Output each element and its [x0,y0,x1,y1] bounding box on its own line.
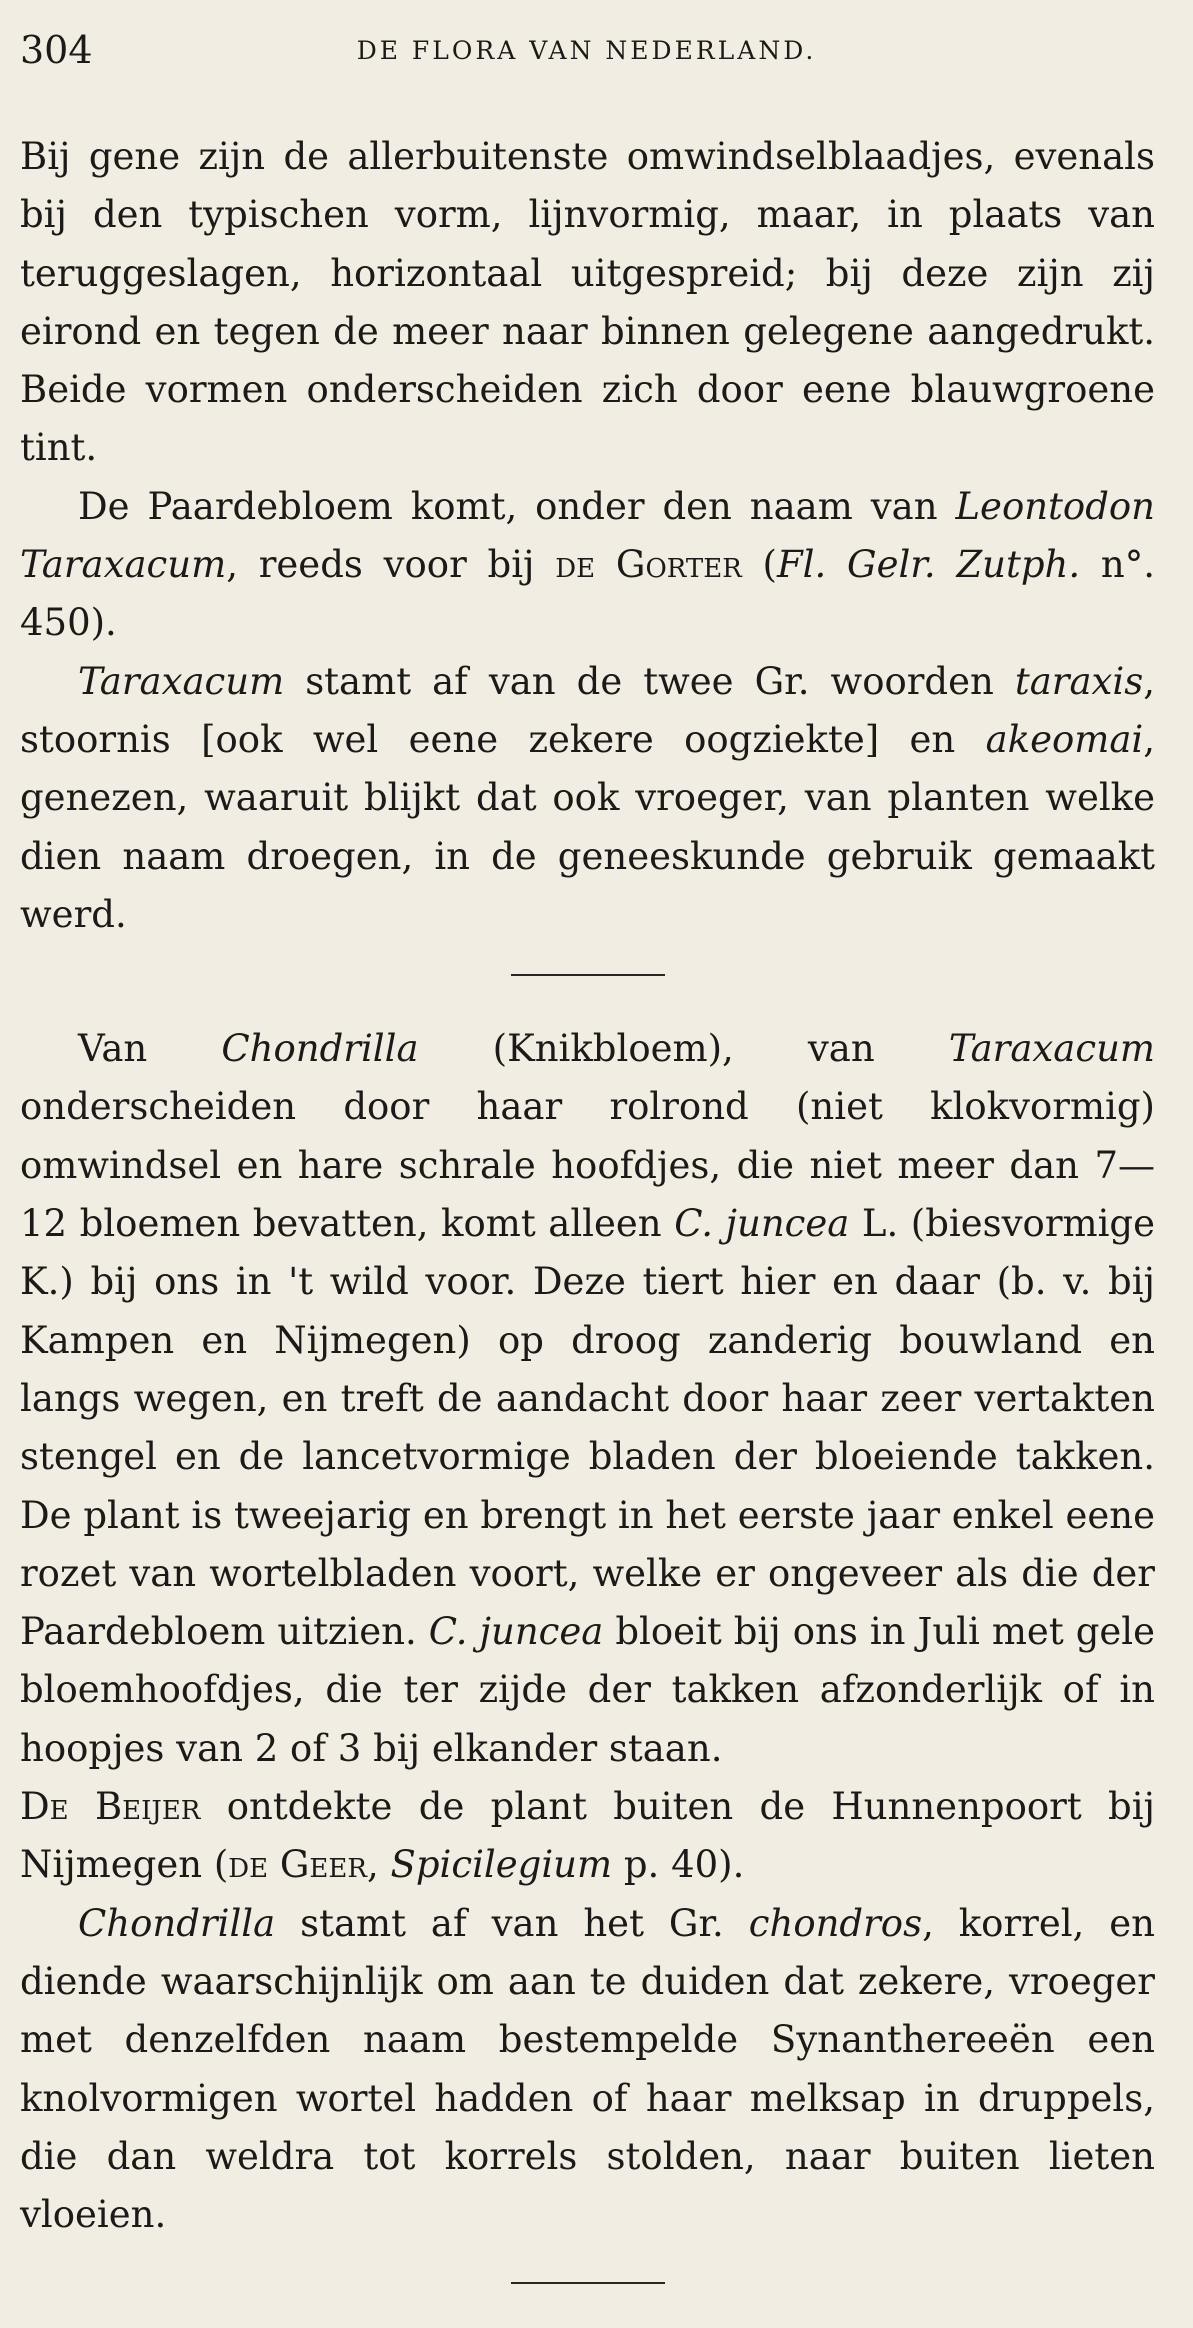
italic-term: taraxis [1014,659,1144,703]
text-run: , reeds voor bij [226,543,556,587]
text-run: bloeit bij ons in Juli met gele bloemhoofdjes, die ter zijde der takken afzonderlijk of in hoopjes van 2 of 3 bij elkander staan. [20,1610,1156,1770]
body-text [20,128,1155,2328]
italic-term: chondros [748,1901,923,1945]
paragraph-gorter [20,478,1155,653]
text-run: , [366,1843,391,1887]
paragraph-etymology-taraxacum [20,653,1155,944]
section-divider [511,974,665,976]
italic-term: Taraxacum [78,659,285,703]
italic-term: Fl. Gelr. Zutph. [776,543,1081,587]
text-run: , korrel, en diende waarschijnlijk om aan te duiden dat zekere, vroeger met denzelfden naam bestempelde Synanthereeën een knolvormigen wortel hadden of haar melksap in druppels, die dan weldra tot korrels stolden, naar buiten lieten vloeien. [20,1901,1155,2237]
page-header [20,28,1153,78]
text-run: stamt af van het Gr. [275,1901,749,1945]
author-name: de Gorter [555,543,742,587]
text-run: De Paardebloem komt, onder den naam van [78,484,956,528]
italic-term: Spicilegium [390,1843,613,1887]
text-run: L. (biesvormige K.) bij ons in 't wild voor. Deze tiert hier en daar (b. v. bij Kampen en Nijmegen) op droog zanderig bouwland en langs wegen, en treft de aandacht door haar zeer vertakten stengel en de lancetvormige bladen der bloeiende takken. De plant is tweejarig en brengt in het eerste jaar enkel eene rozet van wortelbladen voort, welke er ongeveer als die der Paardebloem uitzien. [20,1202,1156,1654]
text-run: p. 40). [612,1843,745,1887]
text-run: (Knikbloem), van [418,1027,949,1071]
italic-term: C. juncea [428,1610,604,1654]
text-run: , stoornis [ook wel eene zekere oogziekte] en [20,659,1155,761]
paragraph-etymology-chondrilla [20,1895,1155,2245]
paragraph-beijer [20,1778,1155,1895]
text-run: ontdekte de plant buiten de Hunnenpoort bij Nijmegen ( [20,1785,1156,1887]
text-run: ( [741,543,777,587]
page-number: 304 [20,28,93,72]
text-run: stamt af van de twee Gr. woorden [284,659,1015,703]
text-run: n°. 450). [20,543,1155,645]
text-run: Van [78,1027,222,1071]
italic-term: Chondrilla [221,1027,419,1071]
italic-term: Leontodon Taraxacum [20,484,1155,587]
section-divider [511,2282,665,2284]
author-name: de Geer [228,1843,367,1887]
paragraph-chondrilla [20,1020,1155,1778]
text-run: , genezen, waaruit blijkt dat ook vroeger, van planten welke dien naam droegen, in de geneeskunde gebruik gemaakt werd. [20,717,1155,936]
italic-term: Taraxacum [948,1027,1155,1071]
paragraph-forms: Bij gene zijn de allerbuitenste omwindselblaadjes, evenals bij den typischen vorm, lijnvormig, maar, in plaats van teruggeslagen, horizontaal uitgespreid; bij deze zijn zij eirond en tegen de meer naar binnen gelegene aangedrukt. Beide vormen onderscheiden zich door eene blauwgroene tint. [20,135,1155,470]
italic-term: akeomai [985,717,1144,761]
running-title: DE FLORA VAN NEDERLAND. [356,36,817,65]
text-run: onderscheiden door haar rolrond (niet klokvormig) omwindsel en hare schrale hoofdjes, die niet meer dan 7—12 bloemen bevatten, komt alleen [20,1085,1155,1246]
italic-term: C. juncea [674,1202,850,1246]
author-name: De Beijer [20,1785,201,1829]
italic-term: Chondrilla [78,1901,276,1945]
